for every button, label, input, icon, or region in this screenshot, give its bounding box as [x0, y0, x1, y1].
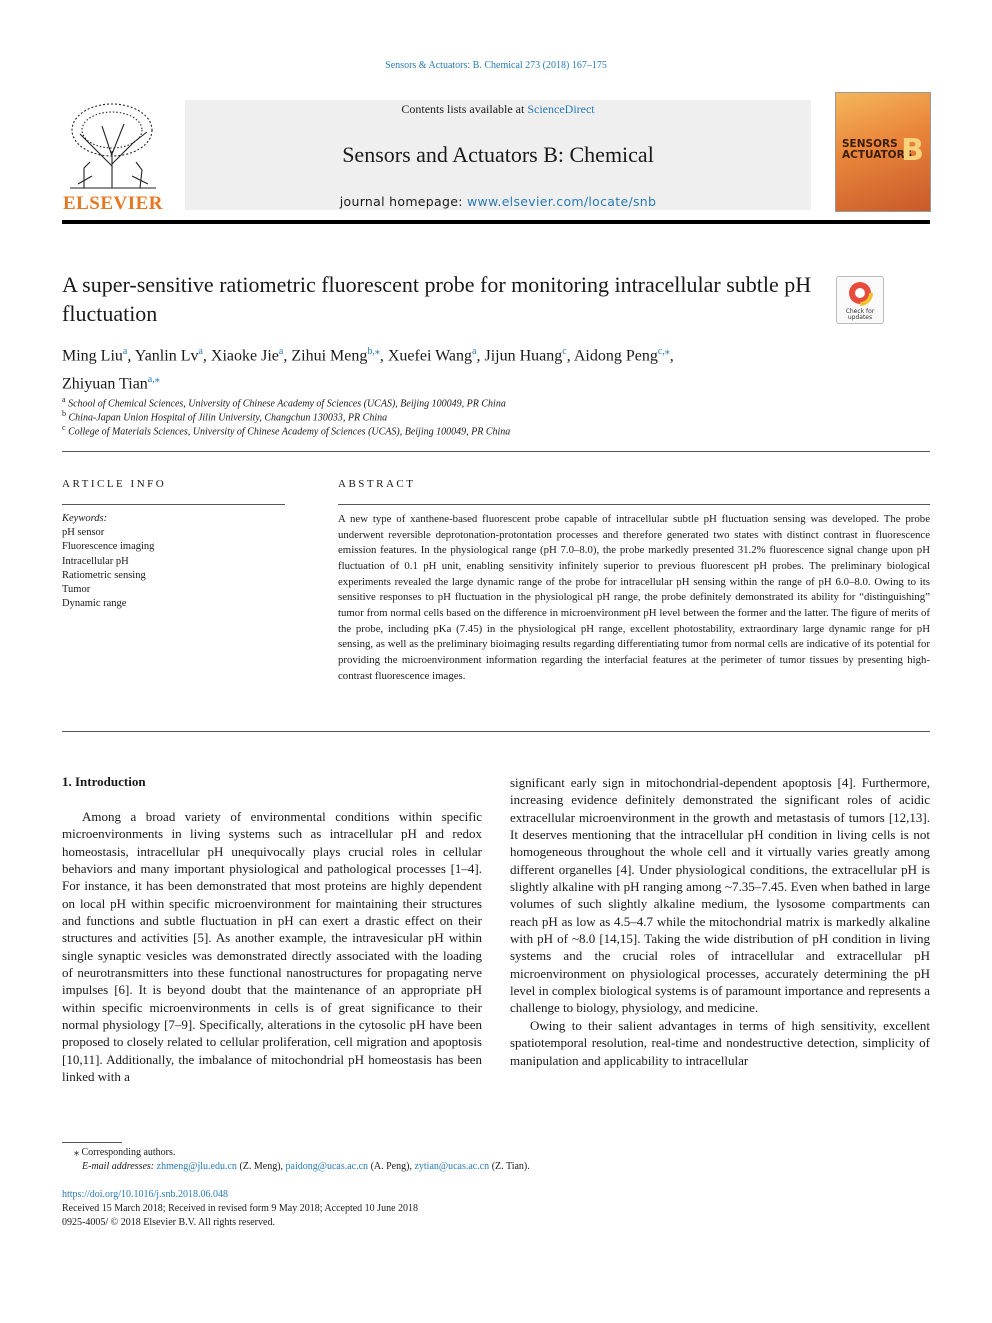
crossmark-line1: Check for: [845, 308, 875, 315]
email-owner: (A. Peng),: [368, 1161, 415, 1172]
affiliation-text: China-Japan Union Hospital of Jilin University, Changchun 130033, PR China: [68, 412, 388, 424]
author-affiliation-mark[interactable]: b,⁎: [367, 346, 380, 357]
email-owner: (Z. Tian).: [489, 1161, 530, 1172]
affiliation-text: School of Chemical Sciences, University of Chinese Academy of Sciences (UCAS), Beijing 100049, PR China: [68, 398, 506, 410]
author-affiliation-mark[interactable]: c: [562, 346, 567, 357]
keyword: Dynamic range: [62, 598, 127, 610]
masthead-rule: [62, 220, 930, 224]
author-name[interactable]: Jijun Huang: [484, 347, 563, 365]
check-for-updates-badge[interactable]: [836, 276, 884, 324]
author-affiliation-mark[interactable]: a: [198, 346, 203, 357]
header-divider: [62, 451, 930, 452]
affiliation-mark: c: [62, 423, 66, 432]
contents-prefix: Contents lists available at: [401, 102, 528, 116]
article-info-heading: ARTICLE INFO: [62, 478, 167, 490]
abstract-divider: [62, 731, 930, 732]
intro-heading: 1. Introduction: [62, 774, 146, 789]
author-name[interactable]: Xiaoke Jie: [210, 347, 279, 365]
intro-paragraph: Owing to their salient advantages in terms of high sensitivity, excellent spatiotemporal resolution, real-time and nondestructive detection, simplicity of manipulation and applicability to intracellular: [510, 1017, 930, 1068]
body-column-right: [510, 774, 930, 1069]
intro-paragraph: Among a broad variety of environmental conditions within specific microenvironments in living systems such as intracellular pH and redox homeostasis, intracellular pH unequivocally plays crucial roles in cellular behaviors and many important physiological and pathological processes [1–4]. For instance, it has been demonstrated that most proteins are highly dependent on local pH within specific microenvironment for maintaining their structures and functions and subtle fluctuation in pH can exert a drastic effect on their structures and activities [5]. As another example, the intravesicular pH within single synaptic vesicles was demonstrated directly associated with the loading of neurotransmitters into these functional nanostructures for propagating nerve impulses [6]. It is beyond doubt that the maintenance of an appropriate pH within specific microenvironments in cells is of great significance to their normal physiology [7–9]. Specifically, alterations in the cytosolic pH have been proposed to closely related to cellular proliferation, cell migration and apoptosis [10,11]. Additionally, the imbalance of mitochondrial pH homeostasis has been linked with a: [62, 809, 482, 1085]
doi-link[interactable]: https://doi.org/10.1016/j.snb.2018.06.048: [62, 1189, 228, 1200]
journal-reference[interactable]: Sensors & Actuators: B. Chemical 273 (2018) 167–175: [385, 60, 607, 71]
affiliation: [62, 423, 922, 437]
keywords-block: [62, 512, 292, 611]
homepage-line: [185, 194, 811, 209]
affiliation-mark: a: [62, 395, 66, 404]
author-affiliation-mark[interactable]: a: [122, 346, 128, 357]
article-info-rule: [62, 504, 285, 505]
crossmark-icon: [837, 277, 883, 323]
author-affiliation-mark[interactable]: a: [472, 346, 477, 357]
keyword: Tumor: [62, 584, 91, 596]
keyword: pH sensor: [62, 527, 105, 539]
author-affiliation-mark[interactable]: a,⁎: [147, 374, 160, 386]
cover-letter: B: [901, 133, 924, 168]
author-affiliation-mark[interactable]: a: [278, 346, 284, 357]
author-name[interactable]: Zhiyuan Tian: [62, 375, 148, 393]
author-list: Ming Liu$^a$, Yanlin Lv$^a$, Xiaoke Jie$^a$, Zihui Meng$^{b,⁎}$, Xuefei Wang$^a$, Jijun Huang$^c$, Aidong Peng$^{c,⁎}$, Zhiyuan Tian$^{a,⁎}$: [62, 346, 674, 393]
copyright-line: 0925-4005/ © 2018 Elsevier B.V. All rights reserved.: [62, 1217, 275, 1228]
footnote-rule: [62, 1142, 122, 1143]
author-name[interactable]: Zihui Meng: [291, 347, 368, 365]
affiliation-text: College of Materials Sciences, University of Chinese Academy of Sciences (UCAS), Beijing 100049, PR China: [68, 426, 511, 438]
email-link[interactable]: zytian@ucas.ac.cn: [414, 1161, 490, 1172]
keywords-label: Keywords:: [62, 513, 108, 524]
affiliation-mark: b: [62, 409, 66, 418]
body-column-left: [62, 808, 482, 1086]
received-dates: Received 15 March 2018; Received in revised form 9 May 2018; Accepted 10 June 2018: [62, 1203, 419, 1214]
email-owner: (Z. Meng),: [236, 1161, 286, 1172]
homepage-link[interactable]: www.elsevier.com/locate/snb: [467, 194, 657, 209]
author-affiliation-mark[interactable]: c,⁎: [657, 346, 670, 357]
homepage-prefix: journal homepage:: [339, 194, 467, 209]
affiliation: [62, 409, 922, 423]
elsevier-wordmark: ELSEVIER: [62, 193, 164, 214]
corresponding-note: ⁎ Corresponding authors.: [74, 1147, 176, 1158]
crossmark-line2: updates: [847, 314, 873, 321]
contents-line: [185, 102, 811, 117]
author-name[interactable]: Xuefei Wang: [387, 347, 473, 365]
abstract-rule: [338, 504, 930, 505]
journal-title: Sensors and Actuators B: Chemical: [342, 142, 654, 167]
keyword: Ratiometric sensing: [62, 569, 146, 581]
keyword: Fluorescence imaging: [62, 541, 155, 553]
abstract-heading: ABSTRACT: [338, 478, 416, 490]
abstract-text: A new type of xanthene-based fluorescent probe capable of intracellular subtle pH fluctuation sensing was developed. The probe underwent reversible deprotonation-protontation processes and therefore generated two states with distinct contrast in fluorescence emission features. In the physiological range (pH 7.0–8.0), the probe markedly presented 31.2% fluorescence signal change upon pH fluctuation of 0.1 pH unit, enabling sensitivity infinitely superior to previous fluorescent pH probes. The preliminary biological experiments revealed the large dynamic range of the probe for intracellular pH sensing within the range of pH 6.0–8.0. Owing to its sensitive responses to pH fluctuation in the physiological pH range, the probe definitely demonstrated its ability for “distinguishing” tumor from normal cells based on the difference in microenvironment pH level between the former and the latter. The figure of merits of the probe, including pKa (7.45) in the physiological pH range, excellent photostability, extraordinary large dynamic range for pH sensing, as well as the preliminary bioimaging results regarding differentiating tumor from normal cells are indicative of its potential for providing the microenvironment information regarding the interfacial features at the perimeter of tumor tissues by presenting high-contrast fluorescence images.: [338, 513, 930, 682]
email-link[interactable]: paidong@ucas.ac.cn: [285, 1161, 369, 1172]
author-name[interactable]: Yanlin Lv: [134, 347, 199, 365]
cover-title-line2: ACTUATORS: [842, 149, 913, 161]
sciencedirect-link[interactable]: ScienceDirect: [527, 102, 595, 116]
journal-cover-image[interactable]: [835, 92, 931, 212]
author-name[interactable]: Aidong Peng: [573, 347, 658, 365]
article-title: A super-sensitive ratiometric fluorescent probe for monitoring intracellular subtle pH fluctuation: [62, 272, 812, 326]
email-line: [82, 1160, 950, 1174]
cover-title-line1: SENSORS: [842, 138, 898, 150]
keyword: Intracellular pH: [62, 555, 129, 567]
affiliation: [62, 395, 922, 409]
intro-paragraph: significant early sign in mitochondrial-dependent apoptosis [4]. Furthermore, increasing evidence definitely demonstrated the significant roles of acidic extracellular microenvironment in the growth and metastasis of tumors [12,13]. It deserves mentioning that the intracellular pH condition in living cells is not homogeneous throughout the whole cell and it virtually varies greatly among different organelles [4]. Under physiological conditions, the extracellular pH is slightly alkaline with pH ranging among ~7.35–7.45. Even when bathed in large volumes of such slightly alkaline medium, the lysosome compartments can reach pH as low as 4.5–4.7 while the mitochondrial matrix is markedly alkaline with pH of ~8.0 [14,15]. Taking the wide distribution of pH condition in living systems and the crucial roles of intracellular and extracellular pH microenvironment on physiological processes, accurately determining the pH level in complex biological systems is of paramount importance and represents a challenge to biology, physiology, and medicine.: [510, 775, 930, 1016]
email-link[interactable]: zhmeng@jlu.edu.cn: [156, 1161, 237, 1172]
email-label: E-mail addresses:: [82, 1161, 157, 1172]
author-name[interactable]: Ming Liu: [62, 347, 123, 365]
